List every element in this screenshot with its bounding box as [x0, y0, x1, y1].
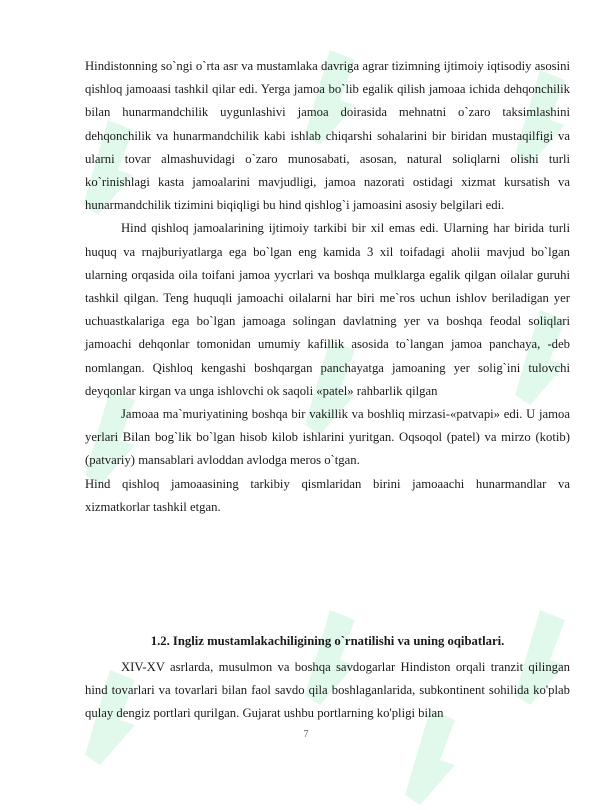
paragraph: Hind qishloq jamoalarining ijtimoiy tarkibi bir xil emas edi. Ularning har birida turli huquq va rnajburiyatlarga ega bo`lgan eng kamida 3 xil toifadagi aholii mavjud bo`lgan ularning orqasida oila toifani jamoa yycrlari va boshqa mulklarga egalik qilgan oilalar guruhi tashkil qilgan. Teng huquqli jamoachi oilalarni har biri me`ros uchun ishlov beriladigan yer uchuastkalariga ega bo`lgan jamoaga solingan davlatning yer va boshqa feodal soliqlari jamoachi dehqonlar tomonidan umumiy kafillik asosida to`langan jamoa panchaya, -deb nomlangan. Qishloq kengashi boshqargan panchayatga jamoaning yer solig`ini tulovchi deyqonlar kirgan va unga ishlovchi ok saqoli «patel» rahbarlik qilgan — [85, 221, 570, 398]
page-number: 7 — [303, 729, 309, 740]
body-text — [85, 55, 570, 519]
body-text-after-heading — [85, 656, 570, 726]
paragraph: Hindistonning so`ngi o`rta asr va mustamlaka davriga agrar tizimning ijtimoiy iqtisodiy asosini qishloq jamoaasi tashkil qilar edi. Yerga jamoa bo`lib egalik qilish jamoaa ichida dehqonchilik bilan hunarmandchilik uygunlashivi jamoa doirasida mehnatni o`zaro taksimlashini dehqonchilik va hunarmandchilik kabi ishlab chiqarshi sohalarini bir biridan mustaqilfigi va ularni tovar almashuvidagi o`zaro munosabati, asosan, natural soliqlarni olishi turli ko`rinishlagi kasta jamoalarini mavjudligi, jamoa nazorati ostidagi xizmat kursatish va hunarmandchilik tizimini biqiqligi bu hind qishlog`i jamoasini asosiy belgilari edi. — [85, 59, 570, 213]
paragraph: Hind qishloq jamoaasining tarkibiy qismlaridan birini jamoaachi hunarmandlar va xizmatkorlar tashkil etgan. — [85, 476, 570, 514]
paragraph: XIV-XV asrlarda, musulmon va boshqa savdogarlar Hindiston orqali tranzit qilingan hind tovarlari va tovarlari bilan faol savdo qila boshlaganlarida, subkontinent sohilida ko'plab qulay dengiz portlari qurilgan. Gujarat ushbu portlarning ko'pligi bilan — [85, 660, 570, 721]
section-heading: 1.2. Ingliz mustamlakachiligining o`rnatilishi va uning oqibatlari. — [150, 634, 505, 648]
paragraph: Jamoaa ma`muriyatining boshqa bir vakillik va boshliq mirzasi-«patvapi» edi. U jamoa yerlari Bilan bog`lik bo`lgan hisob kilob ishlarini yuritgan. Oqsoqol (patel) va mirzo (kotib) (patvariy) mansablari avloddan avlodga meros o`tgan. — [85, 407, 570, 468]
